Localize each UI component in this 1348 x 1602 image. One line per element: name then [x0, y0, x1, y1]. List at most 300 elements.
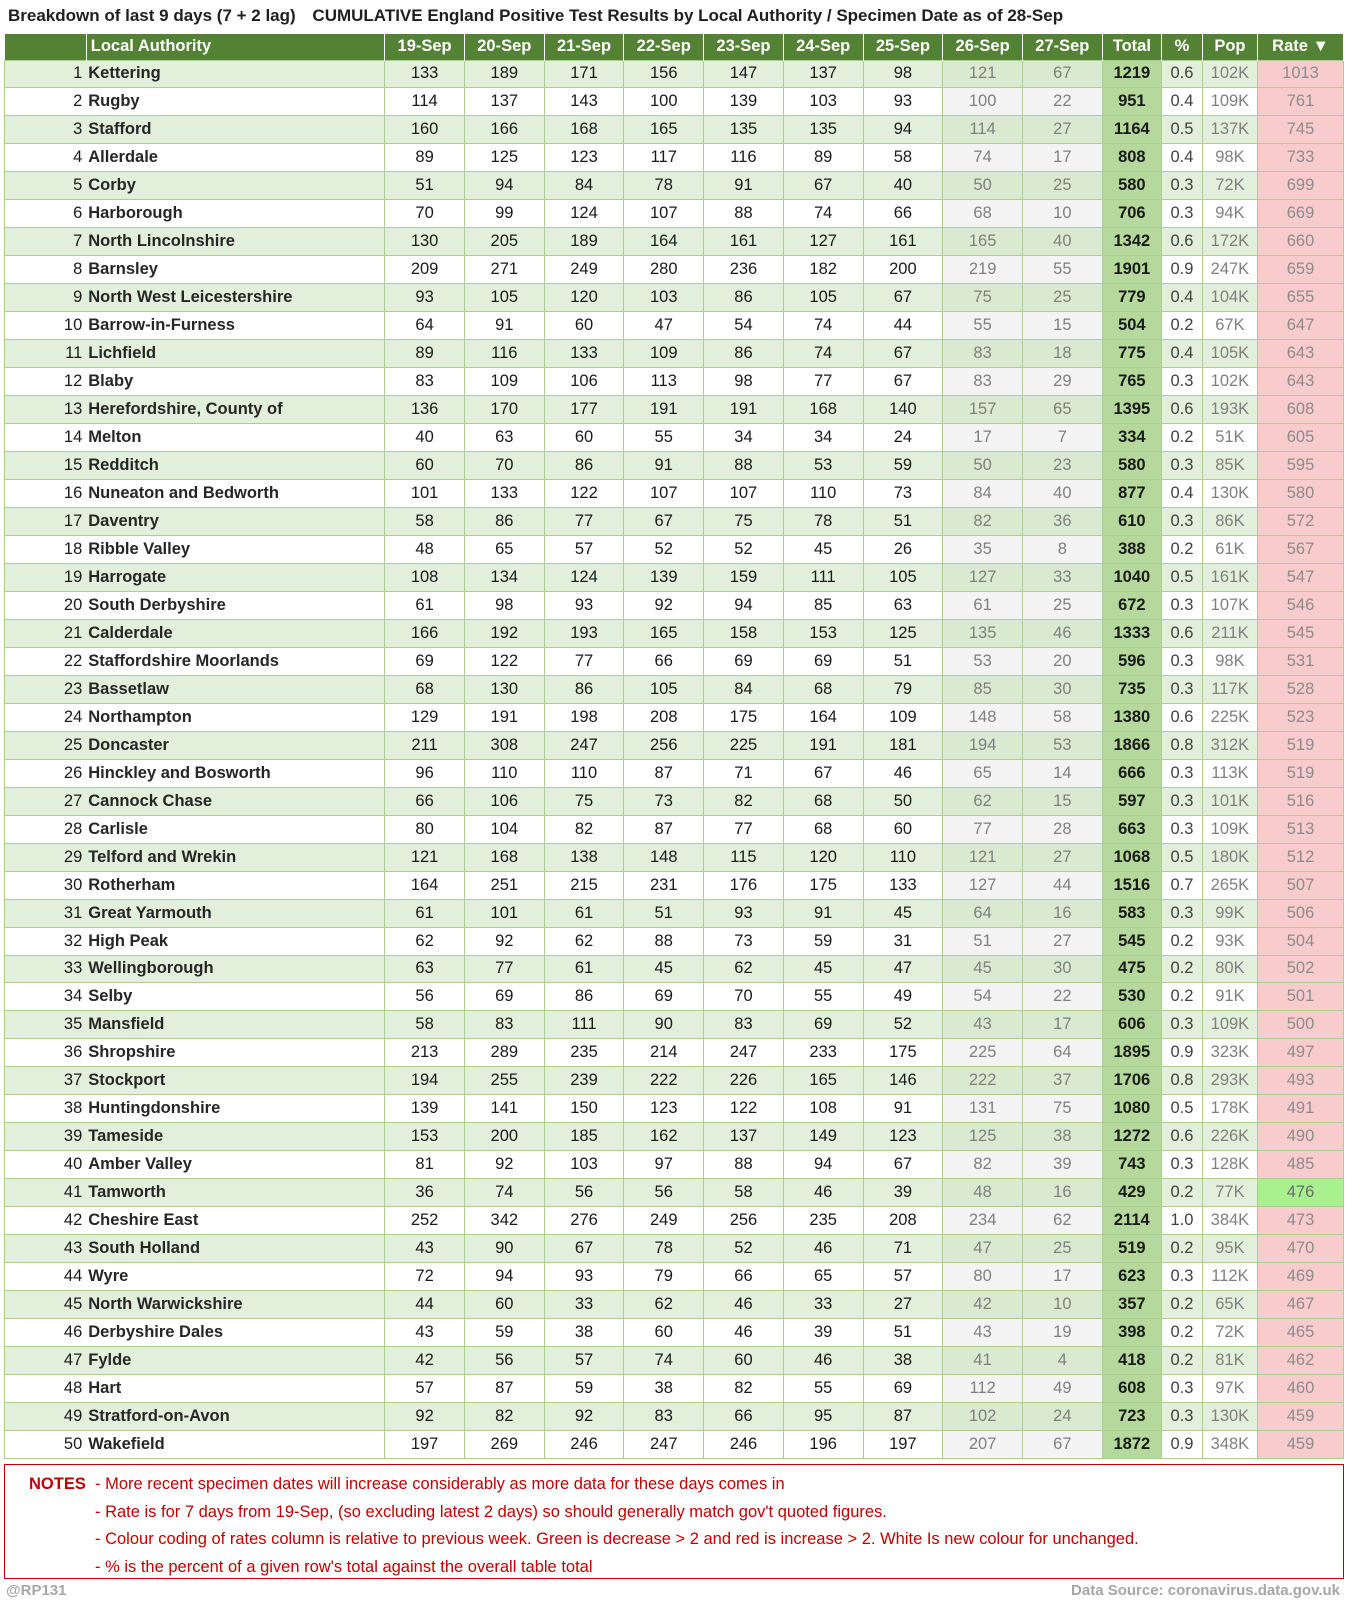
row-population: 95K: [1202, 1235, 1257, 1263]
table-row: [5, 899, 1344, 927]
row-rate: 643: [1258, 368, 1344, 396]
day-24-sep: 34: [783, 424, 863, 452]
day-23-sep: 82: [704, 1375, 784, 1403]
row-total: 580: [1102, 172, 1161, 200]
table-row: [5, 480, 1344, 508]
table-row: [5, 1347, 1344, 1375]
day-21-sep: 246: [544, 1430, 624, 1458]
row-rate: 462: [1258, 1347, 1344, 1375]
table-row: [5, 1067, 1344, 1095]
row-population: 112K: [1202, 1263, 1257, 1291]
day-19-sep: 61: [385, 591, 465, 619]
row-population: 97K: [1202, 1375, 1257, 1403]
row-rate: 502: [1258, 955, 1344, 983]
day-19-sep: 44: [385, 1291, 465, 1319]
table-row: [5, 368, 1344, 396]
day-23-sep: 147: [704, 60, 784, 88]
row-rate: 473: [1258, 1207, 1344, 1235]
day-26-sep-lag: 54: [943, 983, 1023, 1011]
row-rank: 38: [5, 1095, 87, 1123]
day-26-sep-lag: 43: [943, 1011, 1023, 1039]
row-percent: 0.5: [1161, 116, 1202, 144]
row-rank: 20: [5, 591, 87, 619]
day-22-sep: 231: [624, 871, 704, 899]
row-percent: 0.5: [1161, 843, 1202, 871]
row-total: 623: [1102, 1263, 1161, 1291]
row-population: 247K: [1202, 256, 1257, 284]
row-total: 808: [1102, 144, 1161, 172]
day-21-sep: 122: [544, 480, 624, 508]
row-percent: 0.6: [1161, 396, 1202, 424]
day-21-sep: 57: [544, 1347, 624, 1375]
table-row: [5, 340, 1344, 368]
row-total: 398: [1102, 1319, 1161, 1347]
local-authority-name: Tamworth: [86, 1179, 384, 1207]
header-23-sep: 23-Sep: [704, 34, 784, 60]
day-21-sep: 59: [544, 1375, 624, 1403]
row-population: 93K: [1202, 927, 1257, 955]
day-19-sep: 197: [385, 1430, 465, 1458]
day-26-sep-lag: 83: [943, 340, 1023, 368]
local-authority-name: Corby: [86, 172, 384, 200]
row-population: 61K: [1202, 535, 1257, 563]
day-27-sep-lag: 67: [1022, 1430, 1102, 1458]
row-percent: 0.6: [1161, 1123, 1202, 1151]
row-total: 580: [1102, 452, 1161, 480]
row-rank: 5: [5, 172, 87, 200]
day-26-sep-lag: 135: [943, 619, 1023, 647]
row-percent: 0.6: [1161, 228, 1202, 256]
day-20-sep: 69: [464, 983, 544, 1011]
header-24-sep: 24-Sep: [783, 34, 863, 60]
row-rate: 459: [1258, 1430, 1344, 1458]
notes-lines: [95, 1471, 1139, 1581]
day-24-sep: 153: [783, 619, 863, 647]
local-authority-name: Cheshire East: [86, 1207, 384, 1235]
row-rate: 531: [1258, 647, 1344, 675]
day-21-sep: 185: [544, 1123, 624, 1151]
row-rate: 490: [1258, 1123, 1344, 1151]
row-population: 99K: [1202, 899, 1257, 927]
row-percent: 0.3: [1161, 508, 1202, 536]
row-rank: 6: [5, 200, 87, 228]
title-lead: Breakdown of last 9 days (7 + 2 lag): [8, 6, 296, 25]
row-population: 102K: [1202, 60, 1257, 88]
day-27-sep-lag: 10: [1022, 1291, 1102, 1319]
row-total: 1272: [1102, 1123, 1161, 1151]
table-row: [5, 591, 1344, 619]
table-row: [5, 144, 1344, 172]
row-percent: 0.9: [1161, 1430, 1202, 1458]
row-population: 80K: [1202, 955, 1257, 983]
row-total: 779: [1102, 284, 1161, 312]
row-population: 293K: [1202, 1067, 1257, 1095]
day-26-sep-lag: 50: [943, 172, 1023, 200]
day-24-sep: 191: [783, 731, 863, 759]
day-27-sep-lag: 40: [1022, 480, 1102, 508]
day-21-sep: 111: [544, 1011, 624, 1039]
table-row: [5, 871, 1344, 899]
day-22-sep: 107: [624, 480, 704, 508]
day-24-sep: 137: [783, 60, 863, 88]
day-21-sep: 86: [544, 675, 624, 703]
day-27-sep-lag: 58: [1022, 703, 1102, 731]
day-23-sep: 34: [704, 424, 784, 452]
local-authority-name: Northampton: [86, 703, 384, 731]
day-26-sep-lag: 77: [943, 815, 1023, 843]
day-26-sep-lag: 45: [943, 955, 1023, 983]
day-21-sep: 56: [544, 1179, 624, 1207]
day-25-sep: 47: [863, 955, 943, 983]
day-20-sep: 90: [464, 1235, 544, 1263]
row-rate: 572: [1258, 508, 1344, 536]
row-total: 951: [1102, 88, 1161, 116]
day-26-sep-lag: 50: [943, 452, 1023, 480]
row-rank: 35: [5, 1011, 87, 1039]
row-total: 504: [1102, 312, 1161, 340]
day-27-sep-lag: 29: [1022, 368, 1102, 396]
day-20-sep: 60: [464, 1291, 544, 1319]
day-24-sep: 127: [783, 228, 863, 256]
row-rank: 41: [5, 1179, 87, 1207]
row-percent: 0.3: [1161, 200, 1202, 228]
day-24-sep: 103: [783, 88, 863, 116]
header-rate[interactable]: Rate ▼: [1258, 34, 1344, 60]
row-percent: 0.2: [1161, 983, 1202, 1011]
day-24-sep: 77: [783, 368, 863, 396]
row-rate: 459: [1258, 1403, 1344, 1431]
day-24-sep: 175: [783, 871, 863, 899]
row-rate: 669: [1258, 200, 1344, 228]
day-24-sep: 120: [783, 843, 863, 871]
day-23-sep: 77: [704, 815, 784, 843]
local-authority-name: Huntingdonshire: [86, 1095, 384, 1123]
row-total: 1219: [1102, 60, 1161, 88]
row-population: 65K: [1202, 1291, 1257, 1319]
day-20-sep: 342: [464, 1207, 544, 1235]
day-23-sep: 225: [704, 731, 784, 759]
day-25-sep: 87: [863, 1403, 943, 1431]
day-24-sep: 182: [783, 256, 863, 284]
day-26-sep-lag: 35: [943, 535, 1023, 563]
row-rate: 493: [1258, 1067, 1344, 1095]
day-19-sep: 153: [385, 1123, 465, 1151]
day-26-sep-lag: 234: [943, 1207, 1023, 1235]
day-27-sep-lag: 25: [1022, 1235, 1102, 1263]
row-rank: 18: [5, 535, 87, 563]
local-authority-name: Melton: [86, 424, 384, 452]
day-27-sep-lag: 16: [1022, 1179, 1102, 1207]
row-total: 1895: [1102, 1039, 1161, 1067]
header-pop: Pop: [1202, 34, 1257, 60]
day-20-sep: 91: [464, 312, 544, 340]
day-24-sep: 67: [783, 172, 863, 200]
results-table: [4, 34, 1344, 1459]
table-row: [5, 1095, 1344, 1123]
row-population: 104K: [1202, 284, 1257, 312]
day-26-sep-lag: 80: [943, 1263, 1023, 1291]
day-23-sep: 98: [704, 368, 784, 396]
local-authority-name: Barnsley: [86, 256, 384, 284]
local-authority-name: Mansfield: [86, 1011, 384, 1039]
day-20-sep: 83: [464, 1011, 544, 1039]
day-25-sep: 146: [863, 1067, 943, 1095]
day-20-sep: 65: [464, 535, 544, 563]
row-total: 735: [1102, 675, 1161, 703]
day-26-sep-lag: 131: [943, 1095, 1023, 1123]
row-total: 1706: [1102, 1067, 1161, 1095]
day-22-sep: 165: [624, 619, 704, 647]
day-25-sep: 51: [863, 1319, 943, 1347]
day-22-sep: 97: [624, 1151, 704, 1179]
day-26-sep-lag: 165: [943, 228, 1023, 256]
row-population: 348K: [1202, 1430, 1257, 1458]
day-19-sep: 121: [385, 843, 465, 871]
row-rank: 34: [5, 983, 87, 1011]
day-19-sep: 43: [385, 1235, 465, 1263]
row-rate: 595: [1258, 452, 1344, 480]
day-25-sep: 67: [863, 284, 943, 312]
day-26-sep-lag: 219: [943, 256, 1023, 284]
day-24-sep: 149: [783, 1123, 863, 1151]
row-rate: 699: [1258, 172, 1344, 200]
day-22-sep: 90: [624, 1011, 704, 1039]
day-23-sep: 52: [704, 535, 784, 563]
row-rank: 49: [5, 1403, 87, 1431]
day-20-sep: 98: [464, 591, 544, 619]
day-27-sep-lag: 28: [1022, 815, 1102, 843]
day-27-sep-lag: 24: [1022, 1403, 1102, 1431]
day-23-sep: 93: [704, 899, 784, 927]
row-population: 109K: [1202, 815, 1257, 843]
row-total: 1333: [1102, 619, 1161, 647]
day-27-sep-lag: 64: [1022, 1039, 1102, 1067]
day-19-sep: 136: [385, 396, 465, 424]
day-25-sep: 140: [863, 396, 943, 424]
day-20-sep: 191: [464, 703, 544, 731]
row-percent: 0.5: [1161, 563, 1202, 591]
day-23-sep: 84: [704, 675, 784, 703]
day-21-sep: 239: [544, 1067, 624, 1095]
day-19-sep: 93: [385, 284, 465, 312]
day-25-sep: 31: [863, 927, 943, 955]
day-22-sep: 60: [624, 1319, 704, 1347]
row-rate: 567: [1258, 535, 1344, 563]
row-rank: 22: [5, 647, 87, 675]
local-authority-name: South Derbyshire: [86, 591, 384, 619]
row-rank: 3: [5, 116, 87, 144]
day-21-sep: 92: [544, 1403, 624, 1431]
table-row: [5, 955, 1344, 983]
day-20-sep: 205: [464, 228, 544, 256]
day-27-sep-lag: 19: [1022, 1319, 1102, 1347]
day-22-sep: 51: [624, 899, 704, 927]
day-22-sep: 280: [624, 256, 704, 284]
day-22-sep: 100: [624, 88, 704, 116]
local-authority-name: Shropshire: [86, 1039, 384, 1067]
day-24-sep: 74: [783, 200, 863, 228]
row-population: 161K: [1202, 563, 1257, 591]
day-24-sep: 45: [783, 535, 863, 563]
day-26-sep-lag: 100: [943, 88, 1023, 116]
header-22-sep: 22-Sep: [624, 34, 704, 60]
table-row: [5, 396, 1344, 424]
row-total: 1342: [1102, 228, 1161, 256]
row-population: 312K: [1202, 731, 1257, 759]
day-24-sep: 55: [783, 983, 863, 1011]
table-row: [5, 1011, 1344, 1039]
day-27-sep-lag: 4: [1022, 1347, 1102, 1375]
row-percent: 1.0: [1161, 1207, 1202, 1235]
table-row: [5, 1403, 1344, 1431]
day-21-sep: 133: [544, 340, 624, 368]
day-19-sep: 96: [385, 759, 465, 787]
day-25-sep: 71: [863, 1235, 943, 1263]
local-authority-name: Ribble Valley: [86, 535, 384, 563]
row-total: 530: [1102, 983, 1161, 1011]
day-27-sep-lag: 65: [1022, 396, 1102, 424]
row-rate: 1013: [1258, 60, 1344, 88]
table-row: [5, 563, 1344, 591]
day-20-sep: 125: [464, 144, 544, 172]
local-authority-name: Rotherham: [86, 871, 384, 899]
day-21-sep: 143: [544, 88, 624, 116]
table-row: [5, 1375, 1344, 1403]
row-total: 1866: [1102, 731, 1161, 759]
day-26-sep-lag: 17: [943, 424, 1023, 452]
day-22-sep: 247: [624, 1430, 704, 1458]
row-population: 109K: [1202, 1011, 1257, 1039]
row-rate: 501: [1258, 983, 1344, 1011]
day-27-sep-lag: 40: [1022, 228, 1102, 256]
notes-box: [4, 1464, 1344, 1579]
data-source: Data Source: coronavirus.data.gov.uk: [1071, 1582, 1340, 1599]
row-total: 663: [1102, 815, 1161, 843]
row-rank: 50: [5, 1430, 87, 1458]
row-rate: 519: [1258, 731, 1344, 759]
row-population: 51K: [1202, 424, 1257, 452]
day-24-sep: 74: [783, 340, 863, 368]
day-24-sep: 65: [783, 1263, 863, 1291]
day-20-sep: 168: [464, 843, 544, 871]
day-19-sep: 40: [385, 424, 465, 452]
day-25-sep: 52: [863, 1011, 943, 1039]
local-authority-name: Blaby: [86, 368, 384, 396]
local-authority-name: Rugby: [86, 88, 384, 116]
day-21-sep: 67: [544, 1235, 624, 1263]
local-authority-name: Nuneaton and Bedworth: [86, 480, 384, 508]
header-percent: %: [1161, 34, 1202, 60]
row-total: 388: [1102, 535, 1161, 563]
row-rank: 47: [5, 1347, 87, 1375]
day-27-sep-lag: 10: [1022, 200, 1102, 228]
row-rank: 32: [5, 927, 87, 955]
row-percent: 0.2: [1161, 955, 1202, 983]
row-percent: 0.2: [1161, 1319, 1202, 1347]
row-population: 72K: [1202, 1319, 1257, 1347]
row-rate: 500: [1258, 1011, 1344, 1039]
day-26-sep-lag: 64: [943, 899, 1023, 927]
day-23-sep: 83: [704, 1011, 784, 1039]
local-authority-name: Herefordshire, County of: [86, 396, 384, 424]
day-26-sep-lag: 65: [943, 759, 1023, 787]
day-19-sep: 89: [385, 340, 465, 368]
day-27-sep-lag: 20: [1022, 647, 1102, 675]
day-20-sep: 170: [464, 396, 544, 424]
row-population: 130K: [1202, 1403, 1257, 1431]
row-total: 334: [1102, 424, 1161, 452]
row-population: 180K: [1202, 843, 1257, 871]
row-percent: 0.3: [1161, 452, 1202, 480]
row-percent: 0.3: [1161, 591, 1202, 619]
day-21-sep: 93: [544, 591, 624, 619]
table-row: [5, 843, 1344, 871]
row-rank: 36: [5, 1039, 87, 1067]
day-24-sep: 46: [783, 1235, 863, 1263]
day-23-sep: 256: [704, 1207, 784, 1235]
row-population: 94K: [1202, 200, 1257, 228]
day-19-sep: 72: [385, 1263, 465, 1291]
day-27-sep-lag: 37: [1022, 1067, 1102, 1095]
day-26-sep-lag: 42: [943, 1291, 1023, 1319]
day-23-sep: 46: [704, 1319, 784, 1347]
day-21-sep: 168: [544, 116, 624, 144]
row-rate: 469: [1258, 1263, 1344, 1291]
day-26-sep-lag: 112: [943, 1375, 1023, 1403]
day-24-sep: 85: [783, 591, 863, 619]
day-24-sep: 45: [783, 955, 863, 983]
day-20-sep: 82: [464, 1403, 544, 1431]
table-row: [5, 815, 1344, 843]
row-rate: 545: [1258, 619, 1344, 647]
day-21-sep: 247: [544, 731, 624, 759]
table-row: [5, 172, 1344, 200]
day-20-sep: 141: [464, 1095, 544, 1123]
row-population: 172K: [1202, 228, 1257, 256]
row-population: 102K: [1202, 368, 1257, 396]
day-19-sep: 42: [385, 1347, 465, 1375]
row-population: 67K: [1202, 312, 1257, 340]
day-26-sep-lag: 121: [943, 60, 1023, 88]
row-total: 608: [1102, 1375, 1161, 1403]
day-19-sep: 89: [385, 144, 465, 172]
row-percent: 0.2: [1161, 535, 1202, 563]
day-26-sep-lag: 47: [943, 1235, 1023, 1263]
row-percent: 0.4: [1161, 88, 1202, 116]
row-population: 77K: [1202, 1179, 1257, 1207]
row-percent: 0.4: [1161, 284, 1202, 312]
day-26-sep-lag: 121: [943, 843, 1023, 871]
day-22-sep: 105: [624, 675, 704, 703]
day-20-sep: 92: [464, 1151, 544, 1179]
day-22-sep: 256: [624, 731, 704, 759]
day-27-sep-lag: 39: [1022, 1151, 1102, 1179]
row-rate: 467: [1258, 1291, 1344, 1319]
day-26-sep-lag: 102: [943, 1403, 1023, 1431]
row-total: 596: [1102, 647, 1161, 675]
day-26-sep-lag: 83: [943, 368, 1023, 396]
local-authority-name: Wyre: [86, 1263, 384, 1291]
day-21-sep: 60: [544, 312, 624, 340]
day-26-sep-lag: 55: [943, 312, 1023, 340]
row-total: 723: [1102, 1403, 1161, 1431]
row-rank: 46: [5, 1319, 87, 1347]
row-rank: 40: [5, 1151, 87, 1179]
day-25-sep: 98: [863, 60, 943, 88]
day-24-sep: 53: [783, 452, 863, 480]
row-population: 98K: [1202, 144, 1257, 172]
row-total: 606: [1102, 1011, 1161, 1039]
